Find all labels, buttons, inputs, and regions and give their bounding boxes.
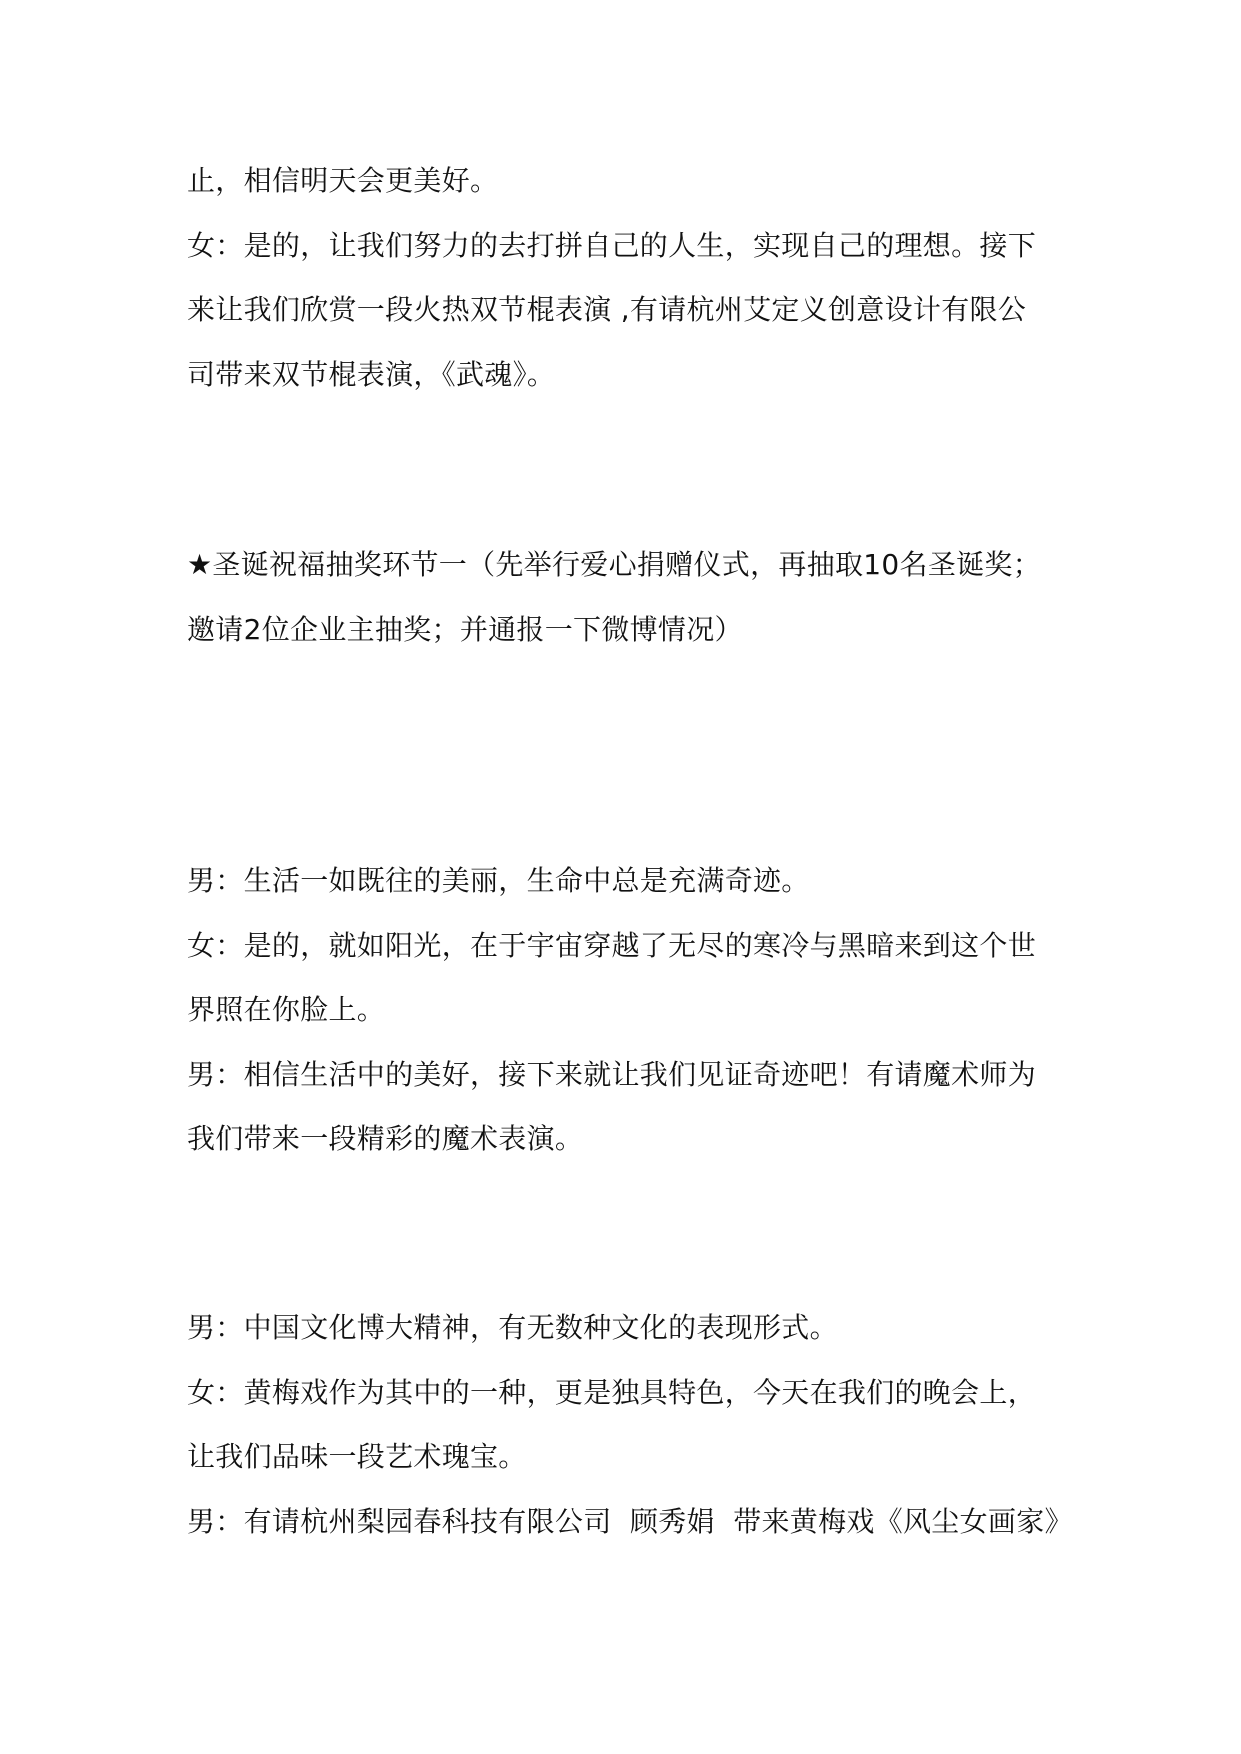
script-line: 女：是的，就如阳光，在于宇宙穿越了无尽的寒冷与黑暗来到这个世 bbox=[187, 929, 1037, 962]
script-line: 司带来双节棍表演，《武魂》。 bbox=[187, 358, 556, 391]
script-line: ★圣诞祝福抽奖环节一（先举行爱心捐赠仪式，再抽取10名圣诞奖； bbox=[187, 548, 1042, 581]
script-line: 男：有请杭州梨园春科技有限公司 顾秀娟 带来黄梅戏《风尘女画家》 bbox=[187, 1505, 1073, 1538]
script-line: 止，相信明天会更美好。 bbox=[187, 164, 499, 197]
script-line: 男：生活一如既往的美丽，生命中总是充满奇迹。 bbox=[187, 864, 810, 897]
script-line: 邀请2位企业主抽奖；并通报一下微博情况） bbox=[187, 613, 743, 646]
script-line: 女：黄梅戏作为其中的一种，更是独具特色，今天在我们的晚会上， bbox=[187, 1376, 1037, 1409]
script-line: 界照在你脸上。 bbox=[187, 993, 386, 1026]
script-line: 女：是的，让我们努力的去打拼自己的人生，实现自己的理想。接下 bbox=[187, 229, 1037, 262]
script-line: 来让我们欣赏一段火热双节棍表演 ,有请杭州艾定义创意设计有限公 bbox=[187, 293, 1027, 326]
script-line: 男：相信生活中的美好，接下来就让我们见证奇迹吧！有请魔术师为 bbox=[187, 1058, 1037, 1091]
script-line: 我们带来一段精彩的魔术表演。 bbox=[187, 1122, 584, 1155]
script-line: 让我们品味一段艺术瑰宝。 bbox=[187, 1440, 527, 1473]
script-line: 男：中国文化博大精神，有无数种文化的表现形式。 bbox=[187, 1311, 838, 1344]
